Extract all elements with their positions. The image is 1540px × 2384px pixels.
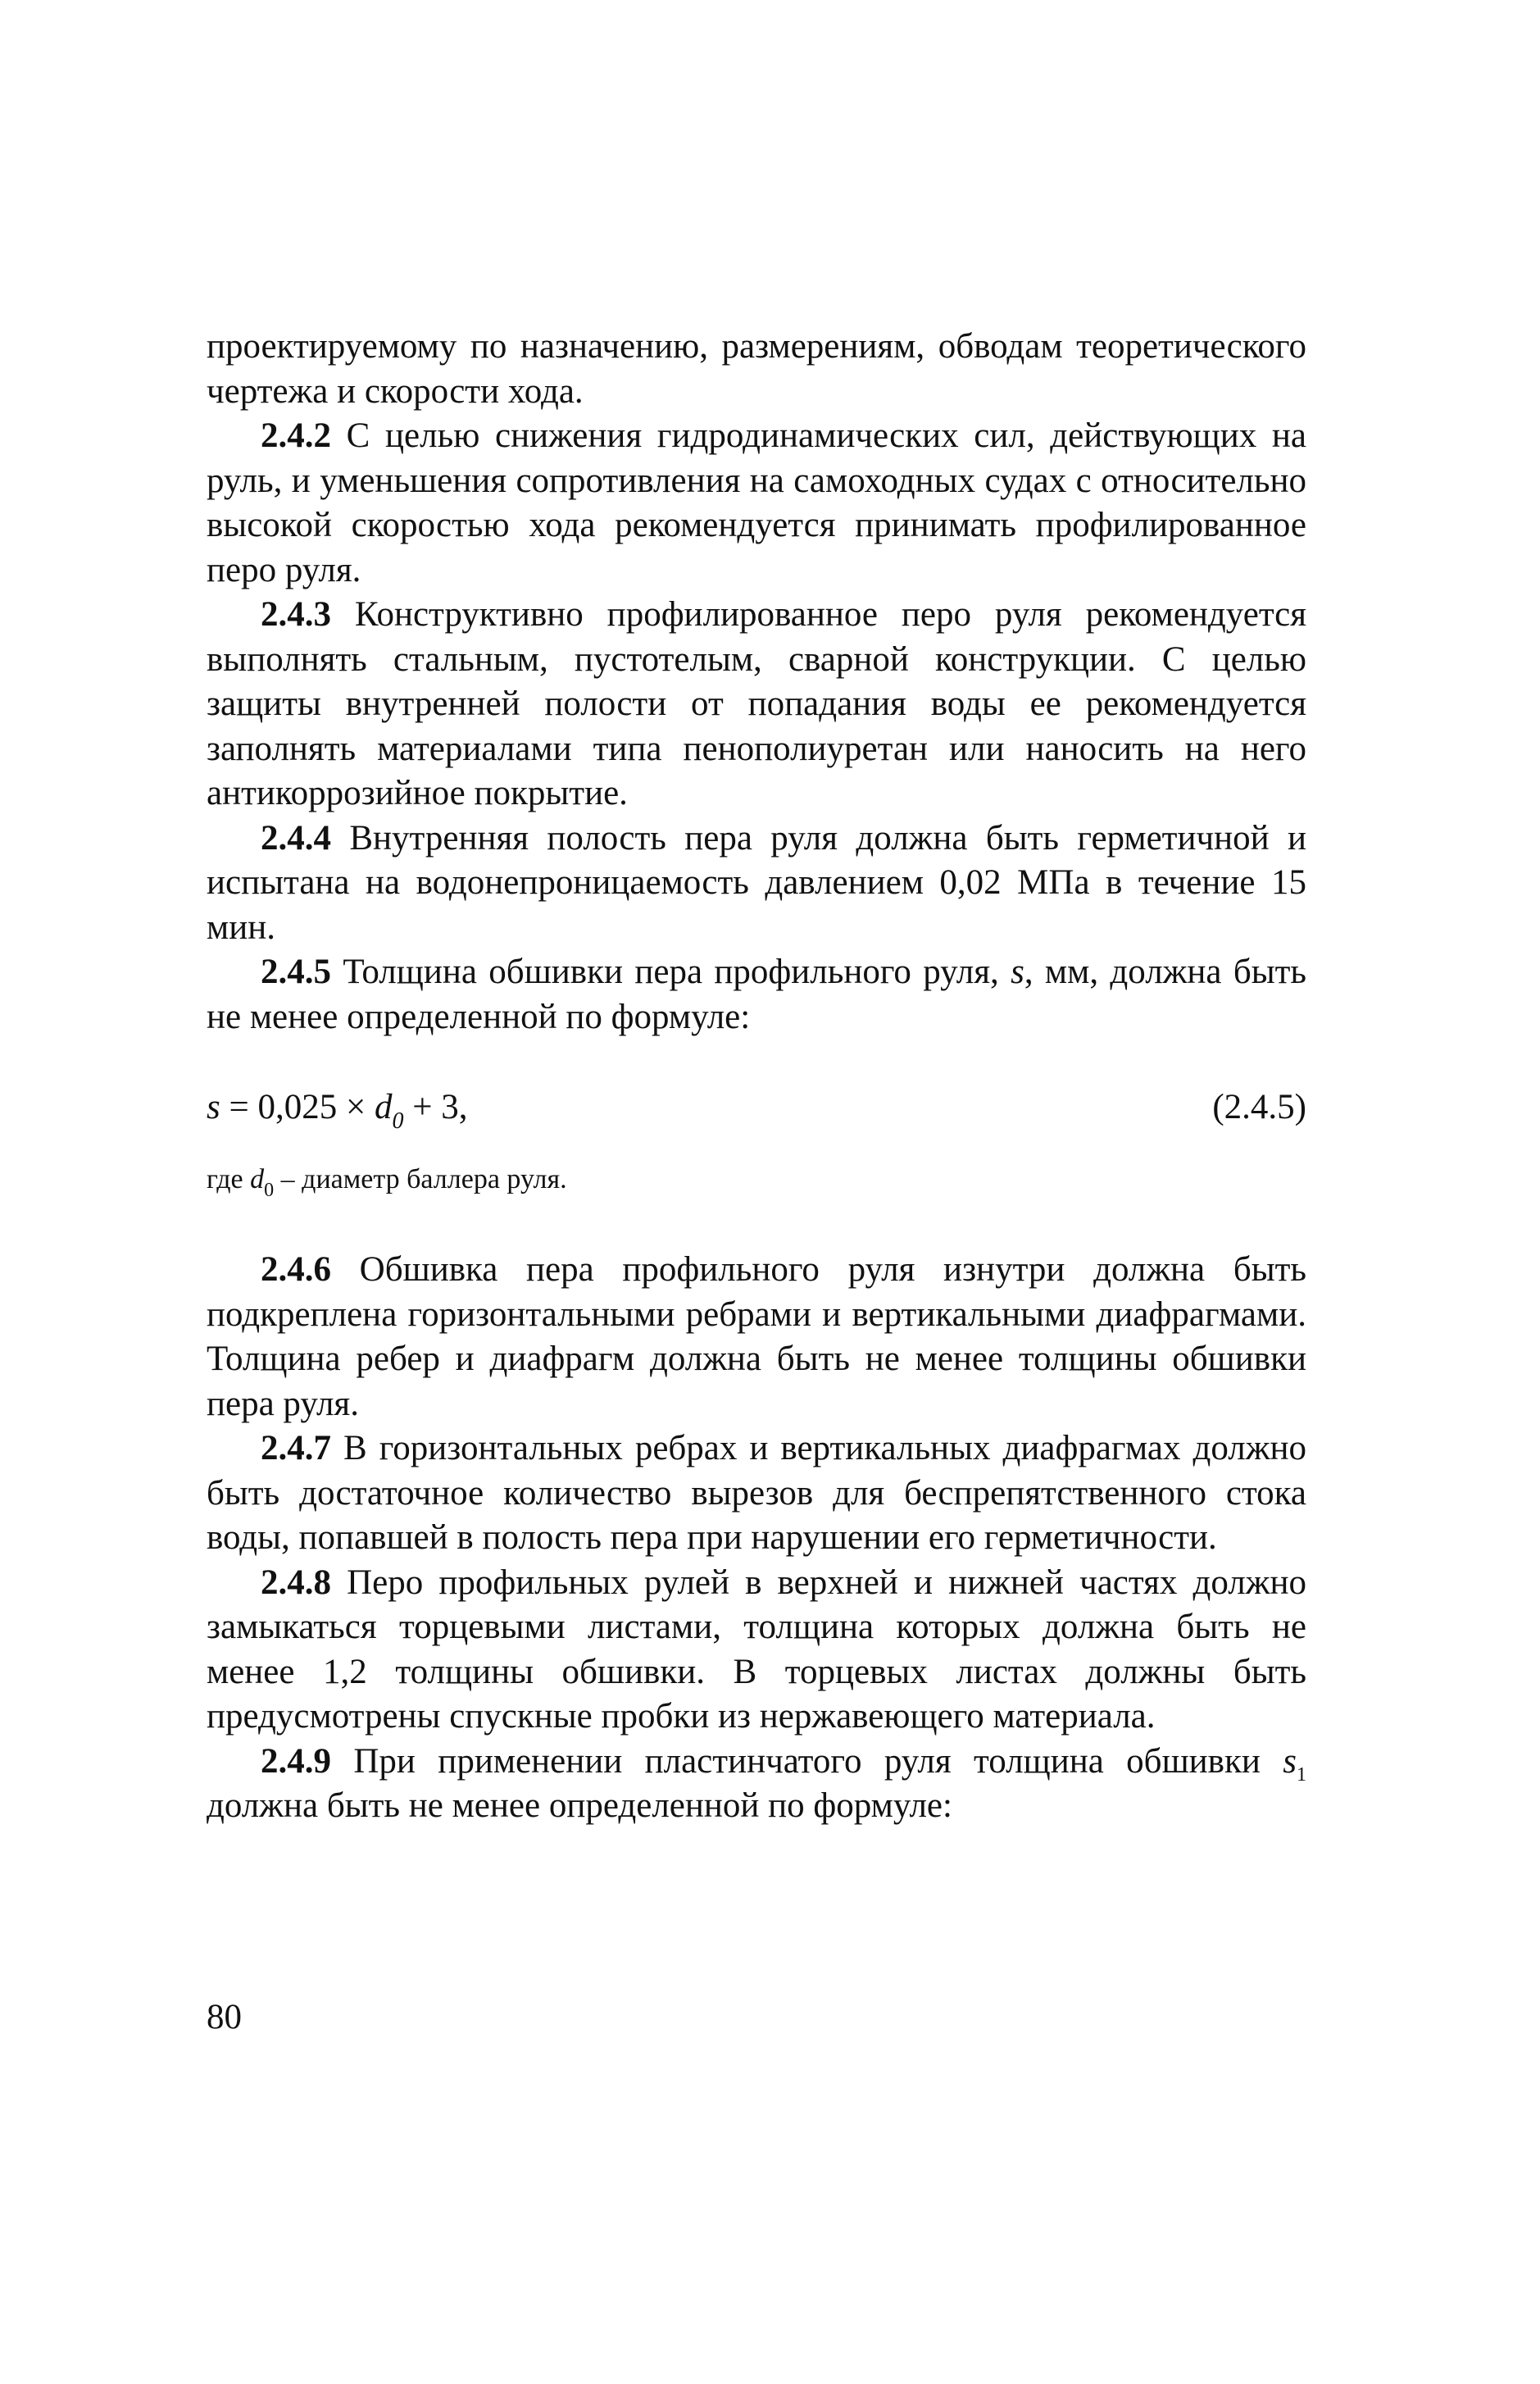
paragraph-text: С целью снижения гидродинамических сил, действующих на руль, и уменьшения сопротивления на самоходных судах с относительно высокой скоростью хода рекомендуется принимать профилированное перо руля. <box>207 416 1306 589</box>
paragraph-2-4-4 <box>207 817 1306 951</box>
section-number: 2.4.5 <box>261 953 331 991</box>
paragraph-2-4-9 <box>207 1740 1306 1829</box>
where-text: – диаметр баллера руля. <box>274 1164 567 1194</box>
variable-subscript: 1 <box>1297 1763 1306 1786</box>
paragraph-text: Внутренняя полость пера руля должна быть герметичной и испытана на водонепроницаемость давлением 0,02 МПа в течение 15 мин. <box>207 818 1306 947</box>
paragraph-text: Обшивка пера профильного руля изнутри должна быть подкреплена горизонтальными ребрами и вертикальными диафрагмами. Толщина ребер и диафрагм должна быть не менее толщины обшивки пера руля. <box>207 1250 1306 1423</box>
formula-expression <box>207 1087 468 1134</box>
section-number: 2.4.4 <box>261 818 331 858</box>
page-number: 80 <box>207 1998 242 2036</box>
paragraph-text: Конструктивно профилированное перо руля рекомендуется выполнять стальным, пустотелым, сварной конструкции. С целью защиты внутренней полости от попадания воды ее рекомендуется заполнять материалами типа пенополиуретан или наносить на него антикоррозийное покрытие. <box>207 595 1306 812</box>
section-number: 2.4.9 <box>261 1741 331 1781</box>
section-number: 2.4.3 <box>261 595 331 634</box>
paragraph-continuation <box>207 325 1306 414</box>
variable-s: s <box>1283 1741 1297 1781</box>
formula-eq: = 0,025 × <box>220 1088 375 1126</box>
paragraph-text: Толщина обшивки пера профильного руля, <box>331 953 1011 991</box>
paragraph-2-4-8 <box>207 1561 1306 1740</box>
text-block-lower <box>207 1248 1306 1829</box>
where-subscript: 0 <box>264 1180 275 1201</box>
paragraph-text: проектируемому по назначению, размерениям, обводам теоретического чертежа и скорости хода. <box>207 327 1306 411</box>
paragraph-text: При применении пластинчатого руля толщина обшивки <box>331 1741 1283 1781</box>
formula-var-s: s <box>207 1088 220 1126</box>
text-block-upper <box>207 325 1306 1040</box>
section-number: 2.4.7 <box>261 1429 331 1467</box>
paragraph-text: должна быть не менее определенной по формуле: <box>207 1786 952 1825</box>
paragraph-text: Перо профильных рулей в верхней и нижней частях должно замыкаться торцевыми листами, толщина которых должна быть не менее 1,2 толщины обшивки. В торцевых листах должны быть предусмотрены спускные пробки из нержавеющего материала. <box>207 1563 1306 1736</box>
paragraph-2-4-5 <box>207 950 1306 1040</box>
where-prefix: где <box>207 1164 251 1194</box>
paragraph-text: , мм, должна быть не менее определенной по формуле: <box>207 953 1306 1036</box>
paragraph-text: В горизонтальных ребрах и вертикальных диафрагмах должно быть достаточное количество вырезов для беспрепятственного стока воды, попавшей в полость пера при нарушении его герметичности. <box>207 1429 1306 1557</box>
formula-explanation <box>207 1164 567 1201</box>
where-var-d: d <box>250 1164 265 1194</box>
section-number: 2.4.8 <box>261 1563 331 1602</box>
variable-s: s <box>1011 953 1024 991</box>
formula-number: (2.4.5) <box>1212 1088 1306 1126</box>
formula-var-d: d <box>375 1088 393 1126</box>
formula-tail: + 3, <box>403 1088 468 1126</box>
formula-subscript: 0 <box>392 1108 404 1134</box>
paragraph-2-4-2 <box>207 414 1306 593</box>
section-number: 2.4.6 <box>261 1250 331 1289</box>
paragraph-2-4-3 <box>207 593 1306 817</box>
paragraph-2-4-6 <box>207 1248 1306 1426</box>
paragraph-2-4-7 <box>207 1426 1306 1561</box>
formula-2-4-5 <box>207 1087 1306 1136</box>
section-number: 2.4.2 <box>261 416 331 455</box>
